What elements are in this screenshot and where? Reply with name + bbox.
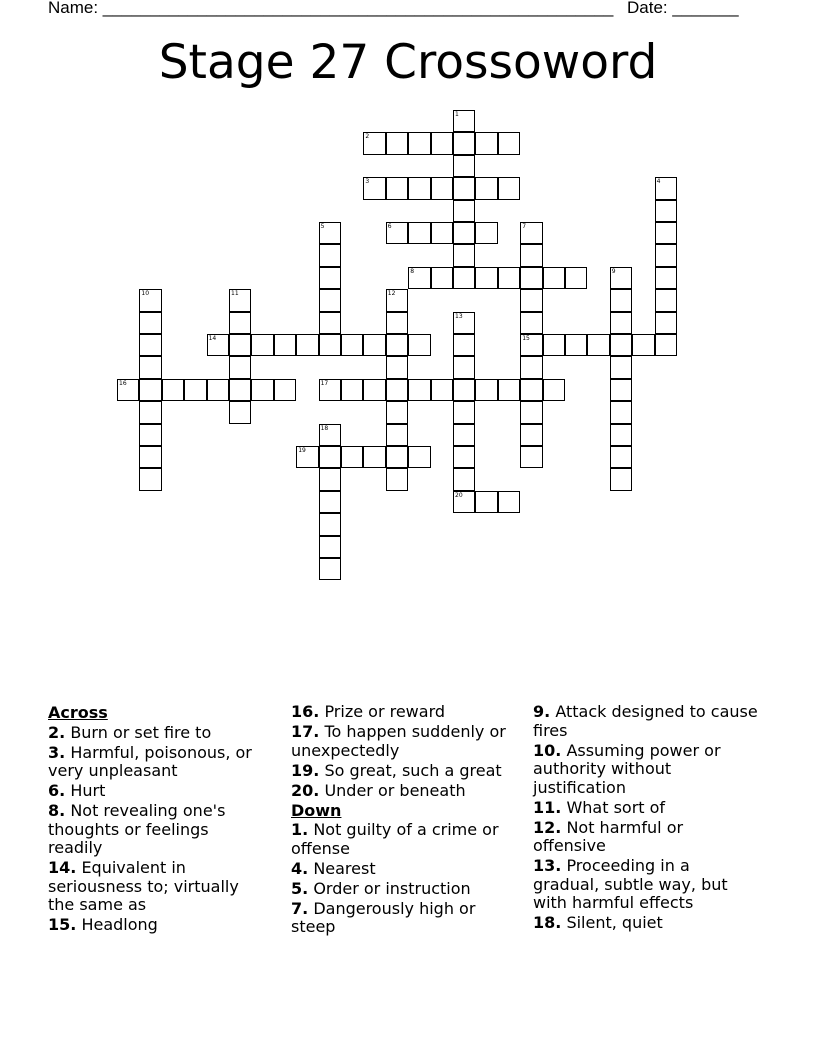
grid-cell[interactable] xyxy=(117,379,139,401)
clue-item xyxy=(533,819,761,856)
grid-cell[interactable] xyxy=(319,312,341,334)
grid-cell[interactable] xyxy=(453,334,475,356)
grid-cell[interactable] xyxy=(207,334,229,356)
clue-number: 9. xyxy=(533,702,551,721)
grid-cell[interactable] xyxy=(386,446,408,468)
grid-cell[interactable] xyxy=(498,491,520,513)
clue-number: 11. xyxy=(533,797,562,817)
cell-number: 11 xyxy=(231,290,239,298)
cell-number: 2 xyxy=(365,133,370,141)
clue-item xyxy=(48,744,268,781)
grid-cell[interactable] xyxy=(453,267,475,289)
grid-cell[interactable] xyxy=(139,446,161,468)
clue-text: Attack designed to cause fires xyxy=(533,702,758,740)
grid-cell[interactable] xyxy=(610,356,632,378)
grid-cell[interactable] xyxy=(229,356,251,378)
clue-number: 2. xyxy=(48,722,66,742)
grid-cell[interactable] xyxy=(319,379,341,401)
cell-number: 12 xyxy=(387,290,396,298)
grid-cell[interactable] xyxy=(408,177,430,199)
grid-cell[interactable] xyxy=(520,446,542,468)
clue-item xyxy=(48,802,268,858)
grid-cell[interactable] xyxy=(475,132,497,154)
grid-cell[interactable] xyxy=(655,177,677,199)
grid-cell[interactable] xyxy=(251,334,273,356)
clue-item xyxy=(48,916,268,935)
grid-cell[interactable] xyxy=(520,312,542,334)
grid-cell[interactable] xyxy=(453,491,475,513)
grid-cell[interactable] xyxy=(386,132,408,154)
cell-number: 7 xyxy=(522,223,527,230)
clue-text: To happen suddenly or unexpectedly xyxy=(291,722,506,760)
grid-cell[interactable] xyxy=(319,536,341,558)
grid-cell[interactable] xyxy=(565,334,587,356)
grid-cell[interactable] xyxy=(408,334,430,356)
clue-text: Not guilty of a crime or offense xyxy=(291,820,499,858)
clue-item xyxy=(48,782,268,801)
clue-item xyxy=(291,880,519,899)
grid-cell[interactable] xyxy=(139,468,161,490)
grid-cell[interactable] xyxy=(453,222,475,244)
clue-text: Order or instruction xyxy=(313,878,471,898)
grid-cell[interactable] xyxy=(408,267,430,289)
clue-number: 19. xyxy=(291,760,320,780)
clue-number: 4. xyxy=(291,858,309,878)
clue-text: Hurt xyxy=(70,781,106,800)
clue-item xyxy=(291,762,519,781)
grid-cell[interactable] xyxy=(229,312,251,334)
clue-item xyxy=(48,724,268,743)
clue-item xyxy=(533,799,761,818)
grid-cell[interactable] xyxy=(386,379,408,401)
grid-cell[interactable] xyxy=(655,312,677,334)
clue-item xyxy=(291,900,519,937)
grid-cell[interactable] xyxy=(453,110,475,132)
grid-cell[interactable] xyxy=(296,334,318,356)
cell-number: 6 xyxy=(387,223,392,230)
grid-cell[interactable] xyxy=(610,289,632,311)
grid-cell[interactable] xyxy=(453,424,475,446)
grid-cell[interactable] xyxy=(386,222,408,244)
grid-cell[interactable] xyxy=(520,379,542,401)
grid-cell[interactable] xyxy=(453,244,475,266)
grid-cell[interactable] xyxy=(139,401,161,423)
grid-cell[interactable] xyxy=(319,289,341,311)
clue-number: 18. xyxy=(533,913,562,932)
clue-number: 5. xyxy=(291,878,309,898)
grid-cell[interactable] xyxy=(363,334,385,356)
clue-item xyxy=(291,782,519,801)
clue-column-2 xyxy=(291,703,519,938)
grid-cell[interactable] xyxy=(162,379,184,401)
grid-cell[interactable] xyxy=(453,132,475,154)
grid-cell[interactable] xyxy=(520,267,542,289)
clue-number: 6. xyxy=(48,781,66,800)
grid-cell[interactable] xyxy=(610,379,632,401)
grid-cell[interactable] xyxy=(229,289,251,311)
clue-text: Under or beneath xyxy=(324,780,466,800)
clue-text: Not revealing one's thoughts or feelings readily xyxy=(48,801,226,857)
grid-cell[interactable] xyxy=(274,334,296,356)
grid-cell[interactable] xyxy=(139,356,161,378)
name-field-label: Name: ______________________________________________________ xyxy=(48,0,614,17)
clue-item xyxy=(291,860,519,879)
clue-item xyxy=(291,703,519,722)
clue-item xyxy=(291,723,519,760)
grid-cell[interactable] xyxy=(251,379,273,401)
clue-number: 8. xyxy=(48,801,66,820)
cell-number: 3 xyxy=(365,178,370,186)
grid-cell[interactable] xyxy=(296,446,318,468)
clue-text: Headlong xyxy=(81,915,158,934)
grid-cell[interactable] xyxy=(386,468,408,490)
grid-cell[interactable] xyxy=(139,424,161,446)
clue-column-1 xyxy=(48,703,268,936)
date-field-label: Date: _______ xyxy=(627,0,739,17)
clue-number: 10. xyxy=(533,740,562,760)
grid-cell[interactable] xyxy=(319,424,341,446)
grid-cell[interactable] xyxy=(386,356,408,378)
grid-cell[interactable] xyxy=(341,334,363,356)
clue-text: Equivalent in seriousness to; virtually the same as xyxy=(48,858,239,914)
clue-text: Nearest xyxy=(313,858,376,878)
grid-cell[interactable] xyxy=(319,267,341,289)
grid-cell[interactable] xyxy=(543,334,565,356)
grid-cell[interactable] xyxy=(319,513,341,535)
clue-item xyxy=(291,821,519,858)
grid-cell[interactable] xyxy=(386,334,408,356)
grid-cell[interactable] xyxy=(565,267,587,289)
clue-text: Proceeding in a gradual, subtle way, but with harmful effects xyxy=(533,856,728,912)
grid-cell[interactable] xyxy=(453,312,475,334)
grid-cell[interactable] xyxy=(431,379,453,401)
cell-number: 15 xyxy=(522,335,530,342)
clue-text: Harmful, poisonous, or very unpleasant xyxy=(48,742,252,780)
cell-number: 1 xyxy=(455,111,459,118)
cell-number: 17 xyxy=(320,379,329,387)
grid-cell[interactable] xyxy=(520,401,542,423)
grid-cell[interactable] xyxy=(610,468,632,490)
grid-cell[interactable] xyxy=(363,132,385,154)
grid-cell[interactable] xyxy=(520,244,542,266)
grid-cell[interactable] xyxy=(453,356,475,378)
grid-cell[interactable] xyxy=(498,132,520,154)
grid-cell[interactable] xyxy=(498,177,520,199)
clue-number: 17. xyxy=(291,722,320,741)
grid-cell[interactable] xyxy=(610,334,632,356)
grid-cell[interactable] xyxy=(139,289,161,311)
grid-cell[interactable] xyxy=(363,446,385,468)
grid-cell[interactable] xyxy=(610,424,632,446)
clue-item xyxy=(533,742,761,798)
grid-cell[interactable] xyxy=(475,491,497,513)
clue-text: So great, such a great xyxy=(324,760,502,780)
cell-number: 18 xyxy=(320,424,329,432)
clue-number: 16. xyxy=(291,702,320,721)
grid-cell[interactable] xyxy=(408,222,430,244)
grid-cell[interactable] xyxy=(453,177,475,199)
grid-cell[interactable] xyxy=(610,401,632,423)
grid-cell[interactable] xyxy=(319,334,341,356)
grid-cell[interactable] xyxy=(453,401,475,423)
clue-number: 15. xyxy=(48,915,77,934)
cell-number: 20 xyxy=(455,491,463,499)
clue-number: 7. xyxy=(291,898,309,918)
clue-number: 13. xyxy=(533,856,562,875)
grid-cell[interactable] xyxy=(229,379,251,401)
grid-cell[interactable] xyxy=(341,379,363,401)
clue-number: 20. xyxy=(291,780,320,800)
grid-cell[interactable] xyxy=(475,379,497,401)
grid-cell[interactable] xyxy=(453,155,475,177)
cell-number: 8 xyxy=(410,267,415,275)
grid-cell[interactable] xyxy=(386,289,408,311)
grid-cell[interactable] xyxy=(520,356,542,378)
grid-cell[interactable] xyxy=(587,334,609,356)
grid-cell[interactable] xyxy=(386,312,408,334)
grid-cell[interactable] xyxy=(498,379,520,401)
cell-number: 19 xyxy=(298,447,306,454)
grid-cell[interactable] xyxy=(475,267,497,289)
grid-cell[interactable] xyxy=(319,491,341,513)
grid-cell[interactable] xyxy=(363,177,385,199)
grid-cell[interactable] xyxy=(453,200,475,222)
grid-cell[interactable] xyxy=(431,267,453,289)
grid-cell[interactable] xyxy=(386,424,408,446)
grid-cell[interactable] xyxy=(475,177,497,199)
grid-cell[interactable] xyxy=(498,267,520,289)
clue-text: Assuming power or authority without justification xyxy=(533,740,721,797)
clue-text: Burn or set fire to xyxy=(70,722,212,742)
grid-cell[interactable] xyxy=(453,446,475,468)
cell-number: 13 xyxy=(455,312,463,320)
grid-cell[interactable] xyxy=(386,177,408,199)
grid-cell[interactable] xyxy=(655,267,677,289)
grid-cell[interactable] xyxy=(610,446,632,468)
grid-cell[interactable] xyxy=(520,334,542,356)
clue-item xyxy=(533,914,761,933)
grid-cell[interactable] xyxy=(319,468,341,490)
cell-number: 10 xyxy=(141,290,150,298)
clue-item xyxy=(48,859,268,915)
grid-cell[interactable] xyxy=(319,244,341,266)
grid-cell[interactable] xyxy=(655,334,677,356)
grid-cell[interactable] xyxy=(207,379,229,401)
clue-text: What sort of xyxy=(566,797,666,817)
down-heading: Down xyxy=(291,800,342,820)
grid-cell[interactable] xyxy=(632,334,654,356)
grid-cell[interactable] xyxy=(543,379,565,401)
across-heading: Across xyxy=(48,703,108,722)
grid-cell[interactable] xyxy=(431,222,453,244)
cell-number: 9 xyxy=(611,267,616,275)
clue-item xyxy=(533,703,761,740)
grid-cell[interactable] xyxy=(319,222,341,244)
grid-cell[interactable] xyxy=(229,334,251,356)
grid-cell[interactable] xyxy=(386,401,408,423)
cell-number: 16 xyxy=(119,379,127,387)
clue-number: 14. xyxy=(48,858,77,877)
grid-cell[interactable] xyxy=(408,132,430,154)
grid-cell[interactable] xyxy=(139,312,161,334)
grid-cell[interactable] xyxy=(610,267,632,289)
cell-number: 4 xyxy=(656,178,661,186)
clue-text: Not harmful or offensive xyxy=(533,817,684,855)
grid-cell[interactable] xyxy=(408,446,430,468)
clue-text: Prize or reward xyxy=(324,702,446,721)
grid-cell[interactable] xyxy=(453,468,475,490)
grid-cell[interactable] xyxy=(655,200,677,222)
grid-cell[interactable] xyxy=(184,379,206,401)
grid-cell[interactable] xyxy=(274,379,296,401)
grid-cell[interactable] xyxy=(475,222,497,244)
grid-cell[interactable] xyxy=(341,446,363,468)
clue-number: 3. xyxy=(48,742,66,762)
cell-number: 14 xyxy=(208,335,217,342)
grid-cell[interactable] xyxy=(431,177,453,199)
grid-cell[interactable] xyxy=(520,222,542,244)
clue-column-3 xyxy=(533,703,761,934)
clue-number: 1. xyxy=(291,820,309,839)
grid-cell[interactable] xyxy=(319,446,341,468)
grid-cell[interactable] xyxy=(543,267,565,289)
grid-cell[interactable] xyxy=(520,424,542,446)
grid-cell[interactable] xyxy=(520,289,542,311)
grid-cell[interactable] xyxy=(655,244,677,266)
grid-cell[interactable] xyxy=(655,222,677,244)
clue-text: Silent, quiet xyxy=(566,913,663,932)
grid-cell[interactable] xyxy=(319,558,341,580)
cell-number: 5 xyxy=(320,223,325,230)
grid-cell[interactable] xyxy=(363,379,385,401)
clue-number: 12. xyxy=(533,817,562,837)
grid-cell[interactable] xyxy=(610,312,632,334)
grid-cell[interactable] xyxy=(453,379,475,401)
grid-cell[interactable] xyxy=(655,289,677,311)
grid-cell[interactable] xyxy=(408,379,430,401)
clue-text: Dangerously high or steep xyxy=(291,898,476,936)
clue-item xyxy=(533,857,761,913)
grid-cell[interactable] xyxy=(139,379,161,401)
grid-cell[interactable] xyxy=(139,334,161,356)
grid-cell[interactable] xyxy=(229,401,251,423)
grid-cell[interactable] xyxy=(431,132,453,154)
page-title: Stage 27 Crossoword xyxy=(158,35,658,90)
